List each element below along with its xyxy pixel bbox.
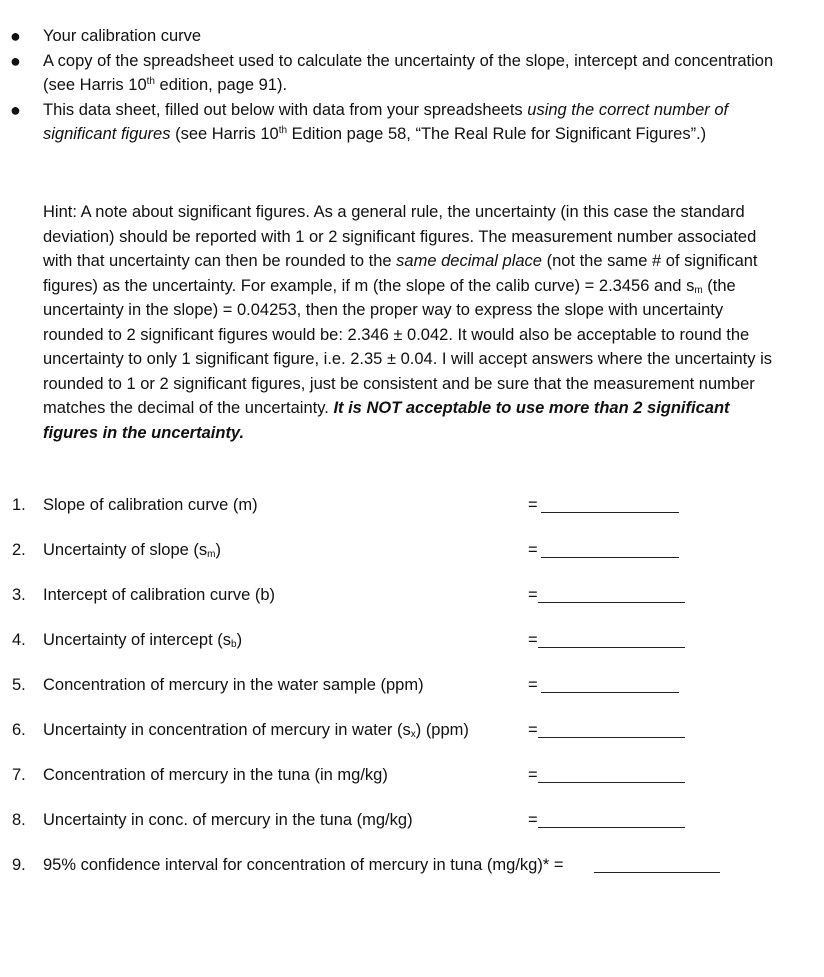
question-number: 6. <box>12 721 26 739</box>
equals-sign: = <box>528 676 538 694</box>
question-item-intercept <box>0 583 824 607</box>
hint-emphasis: It is NOT acceptable to use more than 2 significant figures in the uncertainty. <box>43 399 730 442</box>
question-item-slope <box>0 493 824 517</box>
question-number: 7. <box>12 766 26 784</box>
bullet-text-end: Edition page 58, “The Real Rule for Significant Figures”.) <box>287 125 707 143</box>
bullet-icon: ● <box>10 99 21 120</box>
answer-blank[interactable] <box>538 827 685 828</box>
bullet-list <box>0 24 824 147</box>
answer-blank[interactable] <box>541 557 679 558</box>
bullet-item-calibration-curve <box>0 24 824 49</box>
answer-blank[interactable] <box>538 782 685 783</box>
question-item-tuna-uncertainty <box>0 808 824 832</box>
bullet-icon: ● <box>10 26 21 46</box>
question-item-tuna-concentration <box>0 763 824 787</box>
superscript: th <box>278 125 288 136</box>
question-item-water-concentration <box>0 673 824 697</box>
answer-blank[interactable] <box>541 512 679 513</box>
equals-sign: = <box>553 856 564 874</box>
subscript: b <box>231 639 237 650</box>
bullet-text-end: edition, page 91). <box>154 76 288 94</box>
question-label: Intercept of calibration curve (b) <box>43 586 276 604</box>
bullet-icon: ● <box>10 50 21 71</box>
equals-sign: = <box>528 541 538 559</box>
hint-text: Hint: A note about significant figures. As a general rule, the uncertainty (in this case the standard deviation) should be reported with 1 or 2 significant figures. The measurement number associated with that uncertainty can then be rounded to the <box>43 203 757 270</box>
question-number: 9. <box>12 856 26 874</box>
question-number: 2. <box>12 541 26 559</box>
question-number: 3. <box>12 586 26 604</box>
bullet-text: Your calibration curve <box>43 27 202 45</box>
superscript: th <box>146 76 155 87</box>
subscript: x <box>410 729 416 740</box>
equals-sign: = <box>528 496 538 514</box>
question-label: Uncertainty in concentration of mercury in water $(s_x)$ (ppm) <box>43 721 469 740</box>
question-label: Uncertainty in conc. of mercury in the tuna (mg/kg) <box>43 811 413 829</box>
question-label: Uncertainty of slope $(s_m)$ <box>43 541 221 560</box>
question-label: 95% confidence interval for concentration of mercury in tuna (mg/kg)* = <box>43 856 564 874</box>
question-number: 1. <box>12 496 26 514</box>
bullet-item-spreadsheet-copy <box>0 49 824 98</box>
subscript: m <box>694 284 703 296</box>
equals-sign: = <box>528 721 538 739</box>
hint-paragraph <box>43 200 778 445</box>
equals-sign: = <box>528 766 538 784</box>
equals-sign: = <box>528 586 538 604</box>
hint-text: (the uncertainty in the slope) = 0.04253, then the proper way to express the slope with uncertainty rounded to 2 significant figures would be: 2.346 ± 0.042. It would also be acceptable to round the uncertainty to only 1 significant figure, i.e. 2.35 ± 0.04. I will accept answers where the uncertainty is rounded to 1 or 2 significant figures, just be consistent and be sure that the measurement number matches the decimal of the uncertainty. <box>43 276 773 417</box>
answer-blank[interactable] <box>538 647 685 648</box>
question-label: Uncertainty of intercept $(s_b)$ <box>43 631 243 650</box>
question-item-water-uncertainty <box>0 718 824 742</box>
question-item-slope-uncertainty <box>0 538 824 562</box>
question-number: 8. <box>12 811 26 829</box>
bullet-italic-text: using the correct number of significant figures <box>43 100 729 143</box>
question-item-confidence-interval <box>0 853 824 877</box>
answer-blank[interactable] <box>538 602 685 603</box>
subscript: m <box>207 549 216 560</box>
question-label: Slope of calibration curve (m) <box>43 496 258 514</box>
equals-sign: = <box>528 811 538 829</box>
answer-blank[interactable] <box>541 692 679 693</box>
bullet-text: This data sheet, filled out below with data from your spreadsheets <box>43 100 528 119</box>
bullet-item-data-sheet <box>0 98 824 147</box>
hint-text: (not the same # of significant figures) as the uncertainty. For example, if m (the slope of the calib curve) = 2.3456 and s <box>43 252 758 295</box>
question-label: Concentration of mercury in the water sample (ppm) <box>43 676 424 694</box>
question-number: 5. <box>12 676 26 694</box>
answer-blank[interactable] <box>594 872 720 873</box>
hint-italic-text: same decimal place <box>396 252 542 270</box>
answer-blank[interactable] <box>538 737 685 738</box>
question-item-intercept-uncertainty <box>0 628 824 652</box>
question-number: 4. <box>12 631 26 649</box>
question-label: Concentration of mercury in the tuna (in mg/kg) <box>43 766 388 784</box>
bullet-text-mid: (see Harris 10 <box>170 125 279 143</box>
equals-sign: = <box>528 631 538 649</box>
bullet-text: A copy of the spreadsheet used to calculate the uncertainty of the slope, intercept and concentration (see Harris 10 <box>43 51 774 94</box>
